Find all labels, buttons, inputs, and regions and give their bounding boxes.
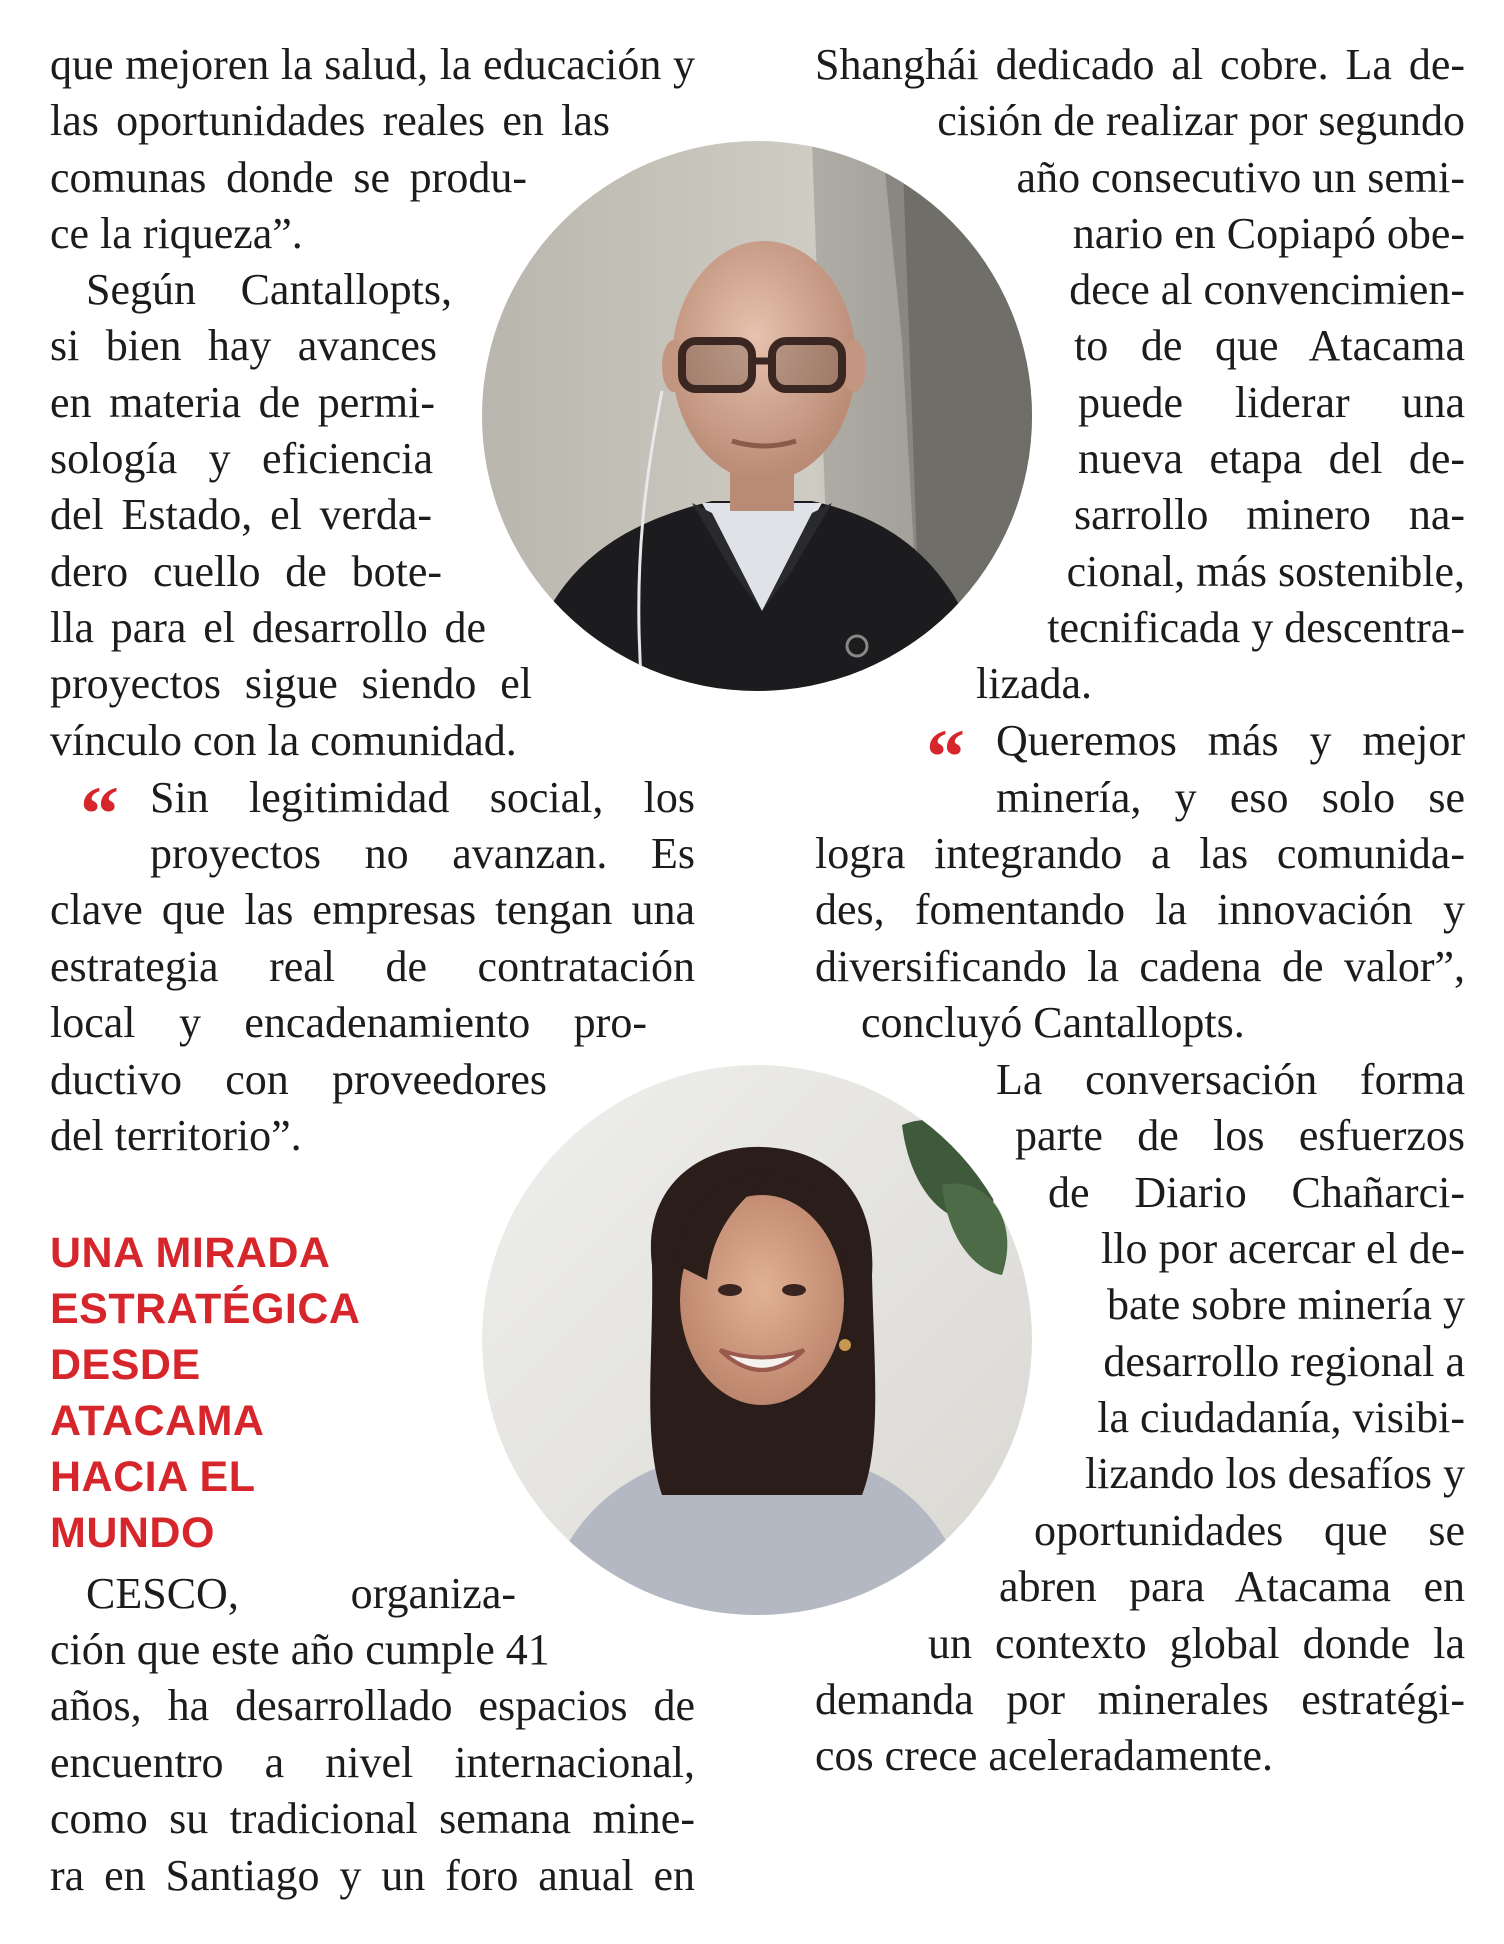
text-line: como su tradicional semana mine- xyxy=(50,1794,695,1843)
text-line: parte de los esfuerzos xyxy=(1015,1111,1465,1160)
quote-line: clave que las empresas tengan una xyxy=(50,885,695,934)
text-line: La conversación forma xyxy=(996,1055,1465,1104)
text-line: año consecutivo un semi- xyxy=(1016,153,1465,202)
text-line: lla para el desarrollo de xyxy=(50,603,486,652)
text-line: abren para Atacama en xyxy=(999,1562,1465,1611)
text-line: llo por acercar el de- xyxy=(1101,1224,1465,1273)
text-line: en materia de permi- xyxy=(50,378,435,427)
text-line: proyectos sigue siendo el xyxy=(50,659,532,708)
text-line: ra en Santiago y un foro anual en xyxy=(50,1851,695,1900)
text-line: oportunidades que se xyxy=(1034,1506,1465,1555)
text-line: cos crece aceleradamente. xyxy=(815,1731,1273,1780)
text-line: sología y eficiencia xyxy=(50,434,433,483)
quote-line: minería, y eso solo se xyxy=(996,773,1465,822)
text-line: tecnificada y descentra- xyxy=(1047,603,1465,652)
quote-line: local y encadenamiento pro- xyxy=(50,998,647,1047)
text-line: nueva etapa del de- xyxy=(1078,434,1465,483)
text-line: encuentro a nivel internacional, xyxy=(50,1738,695,1787)
quote-line: logra integrando a las comunida- xyxy=(815,829,1465,878)
text-line: del Estado, el verda- xyxy=(50,490,432,539)
text-line: Shanghái dedicado al cobre. La de- xyxy=(815,40,1465,89)
text-line: demanda por minerales estratégi- xyxy=(815,1675,1465,1724)
text-line: que mejoren la salud, la educación y xyxy=(50,40,695,89)
text-line: si bien hay avances xyxy=(50,321,437,370)
text-line: cisión de realizar por segundo xyxy=(937,96,1465,145)
quote-line: del territorio”. xyxy=(50,1111,302,1160)
quote-line: concluyó Cantallopts. xyxy=(861,998,1245,1047)
text-line: to de que Atacama xyxy=(1074,321,1465,370)
text-line: la ciudadanía, visibi- xyxy=(1097,1393,1465,1442)
text-line: desarrollo regional a xyxy=(1103,1337,1465,1386)
text-line: lizada. xyxy=(976,659,1093,708)
quote-line: ductivo con proveedores xyxy=(50,1055,547,1104)
text-line: Según Cantallopts, xyxy=(86,265,452,314)
text-line: sarrollo minero na- xyxy=(1074,490,1465,539)
quote-line: Sin legitimidad social, los xyxy=(150,773,695,822)
text-line: vínculo con la comunidad. xyxy=(50,716,517,765)
text-line: nario en Copiapó obe- xyxy=(1072,209,1465,258)
text-line: bate sobre minería y xyxy=(1107,1280,1465,1329)
text-line: CESCO, organiza- xyxy=(86,1569,516,1618)
quote-line: diversificando la cadena de valor”, xyxy=(815,942,1465,991)
text-line: cional, más sostenible, xyxy=(1066,547,1465,596)
quote-line: estrategia real de contratación xyxy=(50,942,695,991)
text-line: un contexto global donde la xyxy=(928,1619,1465,1668)
text-line: ción que este año cumple 41 xyxy=(50,1625,550,1674)
text-line: puede liderar una xyxy=(1078,378,1465,427)
quote-line: Queremos más y mejor xyxy=(996,716,1465,765)
portrait-illustration xyxy=(482,1065,1032,1615)
quote-line: proyectos no avanzan. Es xyxy=(150,829,695,878)
interviewee-photo-man xyxy=(482,141,1032,691)
text-line: lizando los desafíos y xyxy=(1084,1449,1465,1498)
quote-mark: “ xyxy=(926,713,965,800)
portrait-illustration xyxy=(482,141,1032,691)
text-line: comunas donde se produ- xyxy=(50,153,527,202)
text-line: años, ha desarrollado espacios de xyxy=(50,1681,695,1730)
text-line: ce la riqueza”. xyxy=(50,209,303,258)
quote-mark: “ xyxy=(80,770,119,857)
text-line: dero cuello de bote- xyxy=(50,547,442,596)
section-heading: UNA MIRADA ESTRATÉGICA DESDE ATACAMA HACIA EL MUNDO xyxy=(50,1229,361,1557)
text-line: las oportunidades reales en las xyxy=(50,96,610,145)
text-line: dece al convencimien- xyxy=(1069,265,1465,314)
interviewee-photo-woman xyxy=(482,1065,1032,1615)
quote-line: des, fomentando la innovación y xyxy=(815,885,1465,934)
text-line: de Diario Chañarci- xyxy=(1048,1168,1465,1217)
